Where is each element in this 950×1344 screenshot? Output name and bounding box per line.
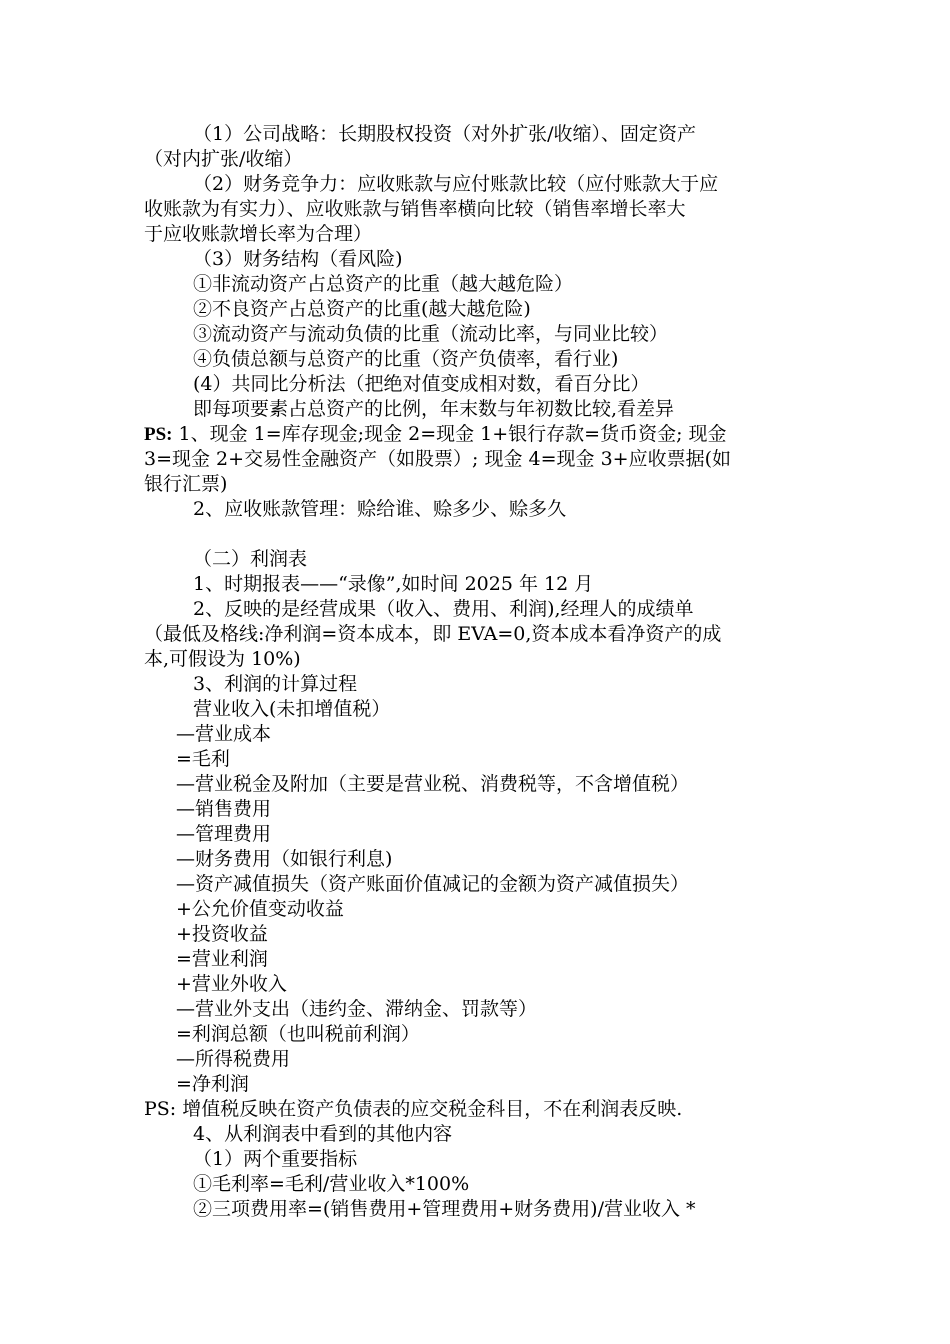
formula-line: =营业利润 [176, 948, 268, 970]
formula-line: —营业外支出（违约金、滞纳金、罚款等） [176, 998, 538, 1020]
text-line: ②三项费用率=(销售费用+管理费用+财务费用)/营业收入 * [193, 1198, 696, 1220]
formula-line: =毛利 [176, 748, 230, 770]
formula-line: =利润总额（也叫税前利润） [176, 1023, 420, 1045]
text-line: （2）财务竞争力：应收账款与应付账款比较（应付账款大于应 [193, 173, 719, 195]
text-line: ①毛利率=毛利/营业收入*100% [193, 1173, 470, 1195]
formula-line: +投资收益 [176, 923, 268, 945]
text-line: ①非流动资产占总资产的比重（越大越危险） [193, 273, 574, 295]
ps-label: PS: [144, 424, 173, 445]
text-line: 于应收账款增长率为合理） [144, 223, 373, 245]
text-line: （最低及格线:净利润=资本成本，即 EVA=0,资本成本看净资产的成 [144, 623, 722, 645]
text-line: 本,可假设为 10%) [144, 648, 301, 670]
blank-line [144, 522, 812, 547]
formula-line: —资产减值损失（资产账面价值减记的金额为资产减值损失） [176, 873, 690, 895]
text-line: 3、利润的计算过程 [193, 673, 358, 695]
formula-line: —营业税金及附加（主要是营业税、消费税等，不含增值税） [176, 773, 690, 795]
text-line: 4、从利润表中看到的其他内容 [193, 1123, 453, 1145]
formula-line: —财务费用（如银行利息) [176, 848, 393, 870]
text-line: 2、反映的是经营成果（收入、费用、利润),经理人的成绩单 [193, 598, 694, 620]
text-line: ④负债总额与总资产的比重（资产负债率，看行业) [193, 348, 619, 370]
formula-line: =净利润 [176, 1073, 249, 1095]
text-line: 收账款为有实力）、应收账款与销售率横向比较（销售率增长率大 [144, 198, 686, 220]
formula-line: —销售费用 [176, 798, 272, 820]
formula-line: +公允价值变动收益 [176, 898, 344, 920]
text-line: （1）两个重要指标 [193, 1148, 358, 1170]
formula-line: 营业收入(未扣增值税） [193, 698, 391, 720]
text-line: （对内扩张/收缩） [144, 148, 303, 170]
text-line: 2、应收账款管理：赊给谁、赊多少、赊多久 [193, 498, 567, 520]
text-line: （1）公司战略：长期股权投资（对外扩张/收缩）、固定资产 [193, 123, 696, 145]
formula-line: —所得税费用 [176, 1048, 291, 1070]
section-heading: （二）利润表 [193, 548, 308, 570]
ps-text: 1、现金 1=库存现金;现金 2=现金 1+银行存款=货币资金; 现金 [172, 423, 727, 445]
ps-note: PS: 增值税反映在资产负债表的应交税金科目，不在利润表反映. [144, 1098, 683, 1120]
formula-line: —营业成本 [176, 723, 272, 745]
formula-line: +营业外收入 [176, 973, 287, 995]
text-line: 3=现金 2+交易性金融资产（如股票）; 现金 4=现金 3+应收票据(如 [144, 448, 732, 470]
text-line: 银行汇票) [144, 473, 228, 495]
formula-line: —管理费用 [176, 823, 272, 845]
text-line: (4）共同比分析法（把绝对值变成相对数，看百分比） [193, 373, 650, 395]
document-body [144, 122, 812, 1222]
text-line: 1、时期报表——“录像”,如时间 2025 年 12 月 [193, 573, 594, 595]
text-line: （3）财务结构（看风险) [193, 248, 403, 270]
text-line: ②不良资产占总资产的比重(越大越危险) [193, 298, 531, 320]
text-line: 即每项要素占总资产的比例，年末数与年初数比较,看差异 [193, 398, 675, 420]
text-line [144, 422, 812, 447]
text-line: ③流动资产与流动负债的比重（流动比率，与同业比较） [193, 323, 669, 345]
